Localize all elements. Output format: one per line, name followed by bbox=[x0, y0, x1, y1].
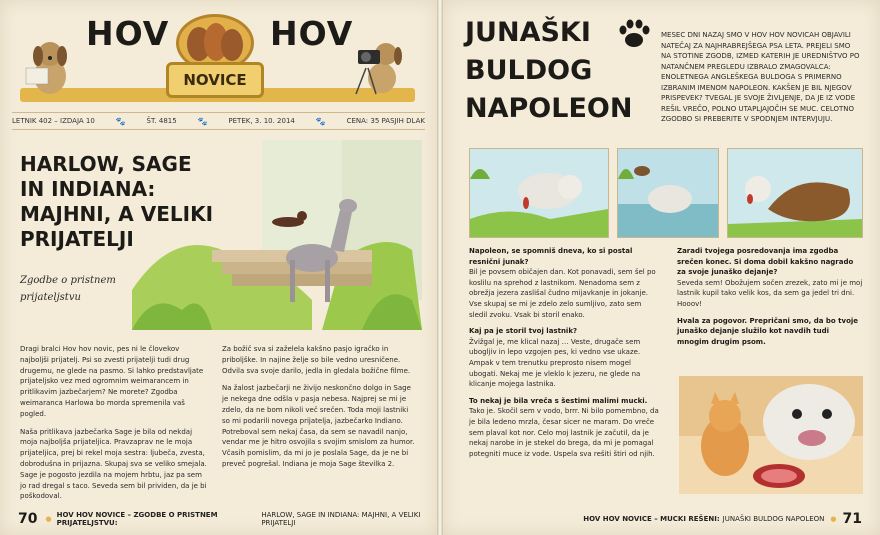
interview-item bbox=[469, 326, 659, 390]
paragraph: Za božič sva si zaželela kakšno pasjo igračko in priboljške. In najine želje so bile vedno uresničene. Odvila sva svoje darilo, jedla in gledala božične filme. bbox=[222, 345, 411, 375]
comic-panel-3 bbox=[727, 148, 863, 238]
interview-answer: Tako je. Skočil sem v vodo, brrr. Ni bilo pomembno, da je bila ledeno mrzla, česar sicer ne maram. Do vreče sem plaval kot nor. Celo moj lastnik je začutil, da je nekaj narobe in je stekel do brega, da mi je pomagal potegniti muce iz vode. Uspela sva rešiti štiri od njih. bbox=[469, 407, 659, 458]
interview-question: Zaradi tvojega posredovanja ima zgodba srečen konec. Si doma dobil kakšno nagrado za svoje junaško dejanje? bbox=[677, 247, 854, 277]
page-number-left: 70 bbox=[18, 511, 38, 527]
masthead bbox=[0, 0, 437, 112]
interview-answer: Seveda sem! Obožujem sočen zrezek, zato mi je moj lastnik kupil tako velik kos, da sem ga jedel tri dni. Hooov! bbox=[677, 278, 863, 308]
left-column-1 bbox=[20, 344, 208, 509]
right-footer bbox=[443, 503, 880, 535]
interview-item bbox=[469, 396, 659, 460]
footer-article-left: HARLOW, SAGE IN INDIANA: MAJHNI, A VELIKI PRIJATELJI bbox=[261, 511, 421, 527]
issue-label: LETNIK 402 – IZDAJA 10 bbox=[12, 117, 95, 125]
interview-answer: Žvižgal je, me klical nazaj … Veste, drugače sem ubogljiv in lepo vzgojen pes, ki vedno vse ukaze. Ampak v tem trenutku preprosto nisem mogel ubogati. Nekaj me je vleklo k jezeru, ne glede na klicanje mojega lastnika. bbox=[469, 337, 641, 389]
right-headline: JUNAŠKI BULDOG NAPOLEON bbox=[465, 17, 633, 124]
paragraph: Na žalost jazbečarji ne živijo neskončno dolgo in Sage je nekega dne odšla v pasja nebesa. Najprej se mi je zdelo, da ne bom nikoli več srečen. Toda moji lastniki so mi podarili novega prijatelja, jazbečarko Indiano. Potreboval sem nekaj časa, da sem se navadil nanjo, vendar me je hitro osvojila s svojim smislom za humor. Včasih pomislim, da mi jo je poslala Sage, da je ne bi preveč pogrešal. Indiana je moja Sage številka 2. bbox=[222, 384, 415, 468]
intro-paragraph: MESEC DNI NAZAJ SMO V HOV HOV NOVICAH OBJAVILI NATEČAJ ZA NAJHRABREJŠEGA PSA LETA. PREJELI SMO NA STOTINE ZGODB, IZMED KATERIH JE UREDNIŠTVO PO NATANČNEM PREGLEDU IZBRALO ZMAGOVALCA: ENOLETNEGA ANGLEŠKEGA BULDOGA S PRIMERNO IZBRANIM IMENOM NAPOLEON. KAKŠEN JE BIL NJEGOV PRISPEVEK? TVEGAL JE SVOJE ŽIVLJENJE, DA JE IZ VODE REŠIL VREČO, POLNO UTAPLJAJOČIH SE MUC. CELOTNO ZGODBO SI PREBERITE V SPODNJEM INTERVJUJU. bbox=[661, 31, 860, 123]
paw-print-icon bbox=[617, 18, 651, 50]
interview-item bbox=[469, 246, 659, 320]
comic-panel-2 bbox=[617, 148, 719, 238]
issue-number: ŠT. 4815 bbox=[146, 117, 177, 125]
paw-icon: 🐾 bbox=[197, 116, 208, 126]
left-headline: HARLOW, SAGE IN INDIANA: MAJHNI, A VELIKI PRIJATELJI bbox=[20, 152, 214, 251]
page-number-right: 71 bbox=[842, 511, 862, 527]
masthead-word-right: HOV bbox=[270, 14, 354, 53]
interview-column-2 bbox=[677, 246, 863, 353]
left-column-2 bbox=[222, 344, 418, 477]
newspaper-dog-illustration bbox=[20, 38, 80, 96]
masthead-banner: NOVICE bbox=[166, 62, 264, 98]
interview-answer: Bil je povsem običajen dan. Kot ponavadi, sem šel po koslilu na sprehod z lastnikom. Nenadoma sem z obrežja jezera zaslišal čudno mijavkanje in jokanje. Vse skupaj se mi je zdelo zelo sumljivo, zato sem sledil zvoku. Vsak bi storil enako. bbox=[469, 268, 656, 319]
left-subheadline: Zgodbe o pristnem prijateljstvu bbox=[20, 275, 116, 303]
interview-question: Hvala za pogovor. Prepričani smo, da bo tvoje junaško dejanje služilo kot navdih tudi mnogim drugim psom. bbox=[677, 316, 859, 346]
left-page bbox=[0, 0, 437, 535]
left-footer bbox=[0, 503, 437, 535]
paw-icon: 🐾 bbox=[315, 116, 326, 126]
paragraph: Dragi bralci Hov hov novic, pes ni le človekov najboljši prijatelj. Psi so zvesti prijatelji tudi drug drugemu, ne glede na pasmo. Si lahko predstavljate prijateljsko vez med ogromnim weimarancem in pritlikavim jazbečarjem? Ne morete? Zgodba weimaranca Harlowa bo morda spremenila vaš pogled. bbox=[20, 345, 204, 418]
comic-panel-1 bbox=[469, 148, 609, 238]
issue-info-bar bbox=[12, 112, 425, 130]
paw-icon: 🐾 bbox=[115, 116, 126, 126]
interview-question: To nekaj je bila vreča s šestimi malimi mucki. bbox=[469, 396, 648, 405]
interview-question: Kaj pa je storil tvoj lastnik? bbox=[469, 327, 578, 336]
interview-item bbox=[677, 316, 863, 348]
masthead-word-left: HOV bbox=[86, 14, 170, 53]
bullet-icon: ● bbox=[830, 515, 837, 523]
footer-article-right: JUNAŠKI BULDOG NAPOLEON bbox=[722, 515, 825, 523]
interview-column-1 bbox=[469, 246, 659, 465]
issue-date: PETEK, 3. 10. 2014 bbox=[228, 117, 295, 125]
issue-price: CENA: 35 PASJIH DLAK bbox=[346, 117, 425, 125]
footer-section-left: HOV HOV NOVICE – ZGODBE O PRISTNEM PRIJATELJSTVU: bbox=[56, 511, 218, 527]
cat-bulldog-steak-illustration bbox=[679, 376, 863, 494]
interview-question: Napoleon, se spomniš dneva, ko si postal resnični junak? bbox=[469, 247, 633, 266]
bullet-icon: ● bbox=[45, 515, 52, 523]
interview-item bbox=[677, 246, 863, 310]
camera-dog-illustration bbox=[346, 38, 412, 96]
footer-section-right: HOV HOV NOVICE – MUCKI REŠENI: bbox=[583, 515, 720, 523]
right-page bbox=[443, 0, 880, 535]
paragraph: Naša pritlikava jazbečarka Sage je bila od nekdaj moja najboljša prijateljica. Pravzaprav ne le moja prijateljica, prej bi rekel moja sestra: ljubeča, zvesta, dobrodušna in prijazna. Skupaj sva se veliko smejala. Sage je pogosto jezdila na mojem hrbtu, jaz pa sem jo rad dregal s taco. Seveda sem bil prividen, da je bi poškodoval. bbox=[20, 427, 207, 501]
